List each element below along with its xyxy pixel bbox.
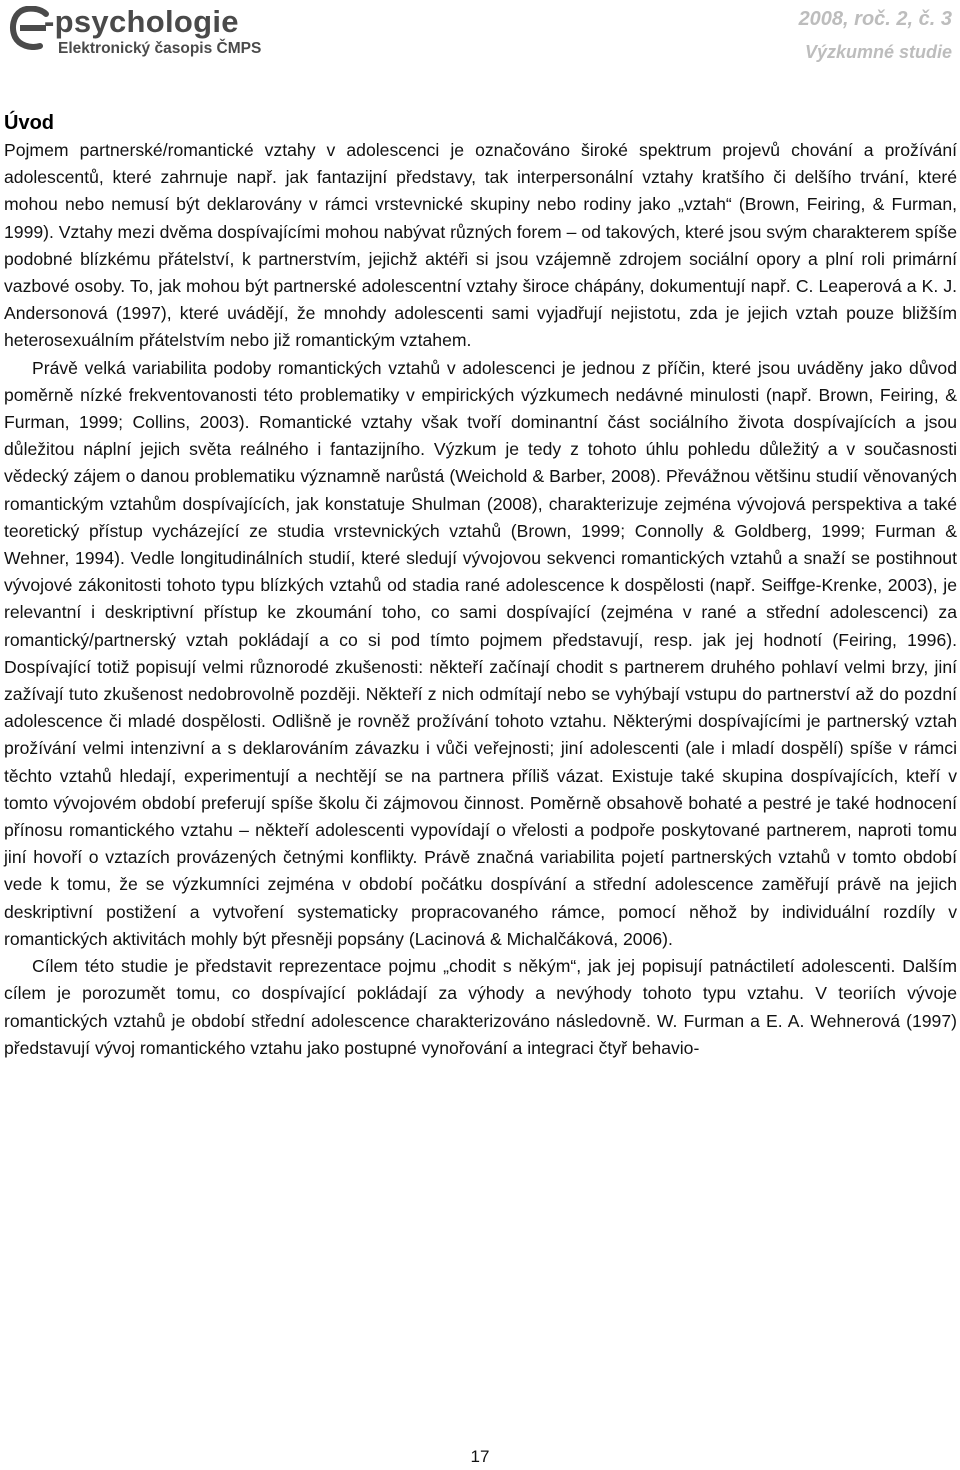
paragraph-1: Pojmem partnerské/romantické vztahy v adolescenci je označováno široké spektrum projevů chování a prožívání adolescentů, které zahrnuje např. jak fantazijní představy, tak interpersonální vztahy kratšího či delšího trvání, které mohou nebo nemusí být deklarovány v rámci vrstevnické skupiny nebo rodiny jako „vztah“ (Brown, Feiring, & Furman, 1999). Vztahy mezi dvěma dospívajícími mohou nabývat různých forem – od takových, které jsou svým charakterem spíše podobné blízkému přátelství, k partnerstvím, jejichž aktéři si jsou vzájemně zdrojem sociální opory a plní roli primární vazbové osoby. To, jak mohou být partnerské adolescentní vztahy široce chápány, dokumentují např. C. Leaperová a K. J. Andersonová (1997), které uvádějí, že mnohdy adolescenti sami vyjadřují nejistotu, zda je jejich vztah pouze bližším heterosexuálním přátelstvím nebo již romantickým vztahem.: [4, 140, 957, 351]
journal-logo: [6, 4, 306, 58]
page-number: 17: [470, 1447, 490, 1466]
logo-name: -psychologie: [44, 4, 239, 39]
issue-info: [799, 6, 952, 64]
paragraph-3: Cílem této studie je představit reprezentace pojmu „chodit s někým“, jak jej popisují patnáctiletí adolescenti. Dalším cílem je porozumět tomu, co dospívající pokládají za výhody a nevýhody tohoto typu vztahu. V teoriích vývoje romantických vztahů je období střední adolescence charakterizováno následovně. W. Furman a E. A. Wehnerová (1997) představují vývoj romantického vztahu jako postupné vynořování a integraci čtyř behavio-: [4, 956, 957, 1058]
section-heading: Úvod: [4, 112, 54, 134]
section-name: Výzkumné studie: [804, 42, 952, 62]
article-body: [4, 110, 957, 1062]
issue-number: 2008, roč. 2, č. 3: [798, 8, 952, 30]
logo-subtitle: Elektronický časopis ČMPS: [58, 40, 262, 57]
paragraph-2: Právě velká variabilita podoby romantických vztahů v adolescenci je jednou z příčin, které jsou uváděny jako důvod poměrně nízké frekventovanosti této problematiky v empirických výzkumech nedávné minulosti (např. Brown, Feiring, & Furman, 1999; Collins, 2003). Romantické vztahy však tvoří dominantní část sociálního života dospívajících a jsou důležitou náplní jejich světa reálného i fantazijního. Výzkum je tedy z tohoto úhlu pohledu důležitý a v současnosti vědecký zájem o danou problematiku významně narůstá (Weichold & Barber, 2008). Převážnou většinu studií věnovaných romantickým vztahům dospívajících, jak konstatuje Shulman (2008), charakterizuje zejména vývojová perspektiva a také teoretický přístup vycházející ze studia vrstevnických vztahů (Brown, 1999; Connolly & Goldberg, 1999; Furman & Wehner, 1994). Vedle longitudinálních studií, které sledují vývojovou sekvenci romantických vztahů a snaží se postihnout vývojové zákonitosti tohoto typu blízkých vztahů od stadia rané adolescence k dospělosti (např. Seiffge-Krenke, 2003), je relevantní i deskriptivní přístup ke zkoumání toho, co sami dospívající (zejména v rané a střední adolescenci) za romantický/partnerský vztah pokládají a co si pod tímto pojmem představují, resp. jak jej hodnotí (Feiring, 1996). Dospívající totiž popisují velmi různorodé zkušenosti: někteří začínají chodit s partnerem druhého pohlaví velmi brzy, jiní zažívají tuto zkušenost nedobrovolně později. Někteří z nich odmítají nebo se vyhýbají vstupu do partnerství až do pozdní adolescence či mladé dospělosti. Odlišně je rovněž prožívání tohoto vztahu. Některými dospívajícími je partnerský vztah prožívání velmi intenzivní a s deklarováním závazku i vůči veřejnosti; jiní adolescenti (ale i mladí dospělí) spíše v rámci těchto vztahů hledají, experimentují a nechtějí se na partnera příliš vázat. Existuje také skupina dospívajících, kteří v tomto vývojovém období preferují spíše školu či zájmovou činnost. Poměrně obsahově bohaté a pestré je také hodnocení přínosu romantického vztahu – někteří adolescenti vypovídají o vřelosti a podpoře poskytované partnerem, naproti tomu jiní hovoří o vztazích provázených četnými konflikty. Právě značná variabilita pojetí partnerských vztahů v tomto období vede k tomu, že se výzkumníci zejména v období počátku dospívání a střední adolescence zaměřují právě na jejich deskriptivní postižení a vytvoření systematicky propracovaného rámce, pomocí něhož by individuální rozdíly v romantických aktivitách mohly být přesněji popsány (Lacinová & Michalčáková, 2006).: [4, 357, 957, 949]
page-header: [0, 0, 960, 62]
